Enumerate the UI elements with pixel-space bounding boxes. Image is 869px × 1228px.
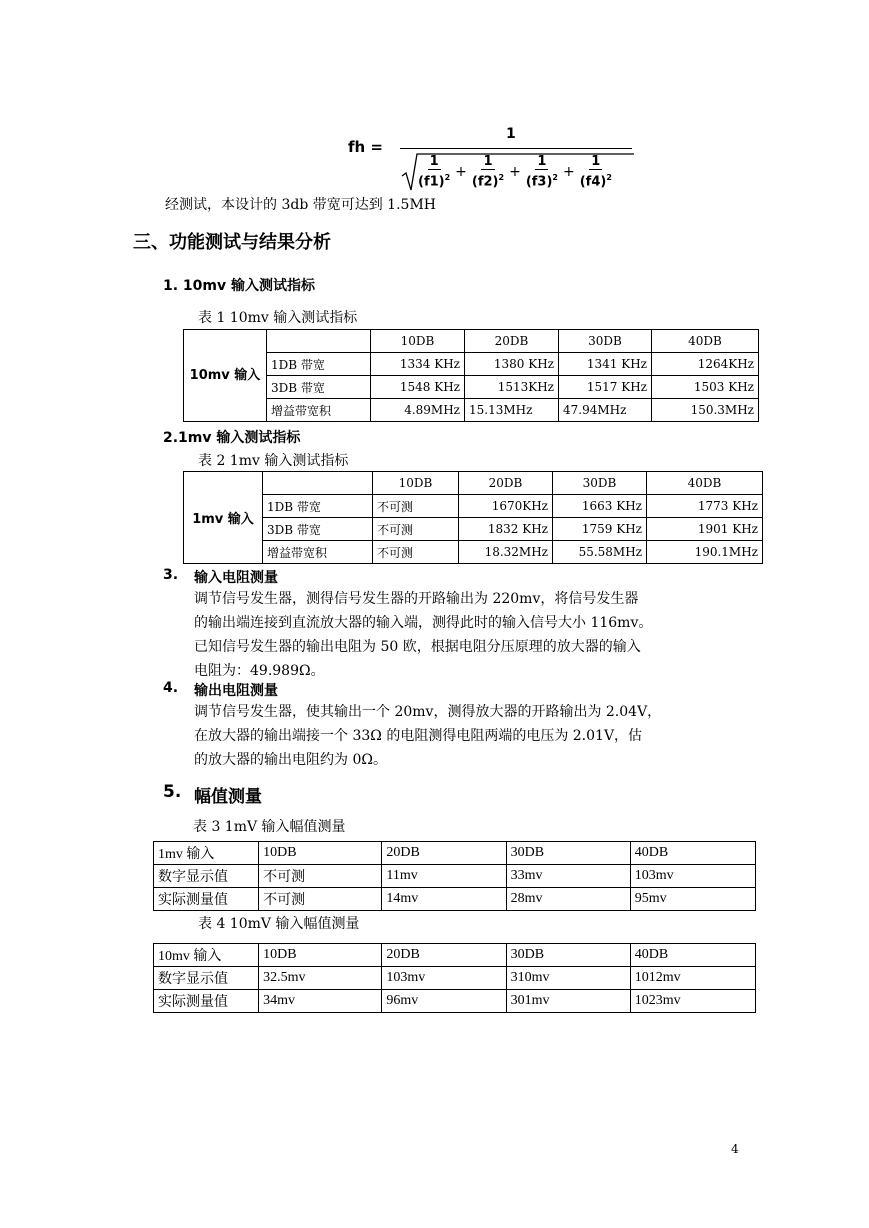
table-2-cell: 1773 KHz xyxy=(647,495,763,518)
table-2-row-header: 1mv 输入 xyxy=(184,472,263,564)
table-2-cell: 不可测 xyxy=(373,518,459,541)
table-2 xyxy=(183,471,763,564)
paragraph-line: 调节信号发生器，测得信号发生器的开路输出为 220mv，将信号发生器 xyxy=(194,591,639,607)
table-3-cell: 95mv xyxy=(630,888,755,911)
formula-fraction-bar xyxy=(400,148,632,149)
paragraph-line: 在放大器的输出端接一个 33Ω 的电阻测得电阻两端的电压为 2.01V，估 xyxy=(194,728,643,744)
paragraph-line: 电阻为：49.989Ω。 xyxy=(194,663,325,679)
table-1-row-header: 10mv 输入 xyxy=(184,330,267,422)
table-1-cell: 150.3MHz xyxy=(652,399,759,422)
table-4-cell: 10mv 输入 xyxy=(154,944,259,967)
formula-term-1: $\frac{1}{(f1)^2}$ xyxy=(418,154,451,190)
table-4-cell: 32.5mv xyxy=(259,967,382,990)
subsection-1-title: 1. 10mv 输入测试指标 xyxy=(163,278,316,294)
table-1 xyxy=(183,329,759,422)
table-3-cell: 不可测 xyxy=(259,888,382,911)
formula-radical: $\frac{1}{(f1)^2}$ + $\frac{1}{(f2)^2}$ + $\frac{1}{(f3)^2}$ + $\frac{1}{(f4)^2}$ xyxy=(400,152,634,192)
table-1-cell: 15.13MHz xyxy=(465,399,559,422)
table-3-cell: 40DB xyxy=(630,842,755,865)
table-2-cell: 1759 KHz xyxy=(553,518,647,541)
formula-lhs: fh = xyxy=(348,138,383,156)
table-1-caption: 表 1 10mv 输入测试指标 xyxy=(198,310,358,326)
table-2-row-label: 3DB 带宽 xyxy=(263,518,373,541)
table-2-cell: 190.1MHz xyxy=(647,541,763,564)
table-1-cell: 1341 KHz xyxy=(559,353,652,376)
table-2-col: 10DB xyxy=(373,472,459,495)
table-2-cell: 1901 KHz xyxy=(647,518,763,541)
table-2-cell: 不可测 xyxy=(373,495,459,518)
table-3-cell: 33mv xyxy=(506,865,630,888)
section-title: 三、功能测试与结果分析 xyxy=(133,232,331,253)
subsection-3-body xyxy=(194,587,754,683)
table-2-cell: 1670KHz xyxy=(459,495,553,518)
table-4-cell: 1023mv xyxy=(630,990,755,1013)
table-1-row-label: 1DB 带宽 xyxy=(267,353,371,376)
table-1-cell: 47.94MHz xyxy=(559,399,652,422)
subsection-3-title: 输入电阻测量 xyxy=(194,570,278,586)
subsection-3-number: 3. xyxy=(163,567,179,583)
table-4-cell: 310mv xyxy=(506,967,630,990)
table-1-cell: 1264KHz xyxy=(652,353,759,376)
table-3 xyxy=(153,841,756,911)
table-4-cell: 96mv xyxy=(382,990,506,1013)
bandwidth-formula xyxy=(348,126,648,196)
table-1-cell: 1517 KHz xyxy=(559,376,652,399)
table-1-cell: 1548 KHz xyxy=(371,376,465,399)
table-4-cell: 实际测量值 xyxy=(154,990,259,1013)
table-1-cell: 1513KHz xyxy=(465,376,559,399)
table-3-cell: 实际测量值 xyxy=(154,888,259,911)
paragraph-line: 已知信号发生器的输出电阻为 50 欧，根据电阻分压原理的放大器的输入 xyxy=(194,639,641,655)
table-1-col: 20DB xyxy=(465,330,559,353)
table-4-cell: 301mv xyxy=(506,990,630,1013)
table-3-cell: 不可测 xyxy=(259,865,382,888)
formula-term-2: $\frac{1}{(f2)^2}$ xyxy=(471,154,505,190)
table-3-cell: 11mv xyxy=(382,865,506,888)
table-2-caption: 表 2 1mv 输入测试指标 xyxy=(198,453,349,469)
table-3-cell: 20DB xyxy=(382,842,506,865)
table-3-cell: 30DB xyxy=(506,842,630,865)
table-2-col: 30DB xyxy=(553,472,647,495)
table-2-cell: 1832 KHz xyxy=(459,518,553,541)
formula-numerator: 1 xyxy=(506,126,516,142)
table-1-cell: 1380 KHz xyxy=(465,353,559,376)
table-4-cell: 20DB xyxy=(382,944,506,967)
table-1-cell: 4.89MHz xyxy=(371,399,465,422)
table-4-cell: 1012mv xyxy=(630,967,755,990)
table-4-caption: 表 4 10mV 输入幅值测量 xyxy=(198,916,360,932)
table-1-col: 10DB xyxy=(371,330,465,353)
table-2-cell: 不可测 xyxy=(373,541,459,564)
table-3-cell: 28mv xyxy=(506,888,630,911)
table-4-cell: 40DB xyxy=(630,944,755,967)
table-1-row-label: 3DB 带宽 xyxy=(267,376,371,399)
subsection-2-title: 2.1mv 输入测试指标 xyxy=(163,430,301,446)
table-4-cell: 34mv xyxy=(259,990,382,1013)
table-2-row-label: 增益带宽积 xyxy=(263,541,373,564)
table-2-col: 20DB xyxy=(459,472,553,495)
table-2-col: 40DB xyxy=(647,472,763,495)
table-1-col: 30DB xyxy=(559,330,652,353)
table-1-row-label: 增益带宽积 xyxy=(267,399,371,422)
table-4-cell: 10DB xyxy=(259,944,382,967)
table-2-row-label: 1DB 带宽 xyxy=(263,495,373,518)
table-2-cell: 55.58MHz xyxy=(553,541,647,564)
table-2-cell: 1663 KHz xyxy=(553,495,647,518)
subsection-5-title: 幅值测量 xyxy=(194,787,262,807)
table-4-cell: 103mv xyxy=(382,967,506,990)
table-3-cell: 103mv xyxy=(630,865,755,888)
formula-term-4: $\frac{1}{(f4)^2}$ xyxy=(579,154,612,190)
page-number: 4 xyxy=(731,1142,739,1156)
formula-term-3: $\frac{1}{(f3)^2}$ xyxy=(525,154,558,190)
intro-text: 经测试，本设计的 3db 带宽可达到 1.5MH xyxy=(165,197,436,213)
paragraph-line: 的输出端连接到直流放大器的输入端，测得此时的输入信号大小 116mv。 xyxy=(194,615,653,631)
table-1-cell: 1334 KHz xyxy=(371,353,465,376)
subsection-5-number: 5. xyxy=(163,782,182,802)
table-2-cell: 18.32MHz xyxy=(459,541,553,564)
paragraph-line: 的放大器的输出电阻约为 0Ω。 xyxy=(194,752,387,768)
paragraph-line: 调节信号发生器，使其输出一个 20mv，测得放大器的开路输出为 2.04V， xyxy=(194,704,662,720)
subsection-4-title: 输出电阻测量 xyxy=(194,683,278,699)
table-1-cell: 1503 KHz xyxy=(652,376,759,399)
table-3-caption: 表 3 1mV 输入幅值测量 xyxy=(193,819,346,835)
subsection-4-number: 4. xyxy=(163,680,179,696)
subsection-4-body xyxy=(194,700,754,772)
table-1-col: 40DB xyxy=(652,330,759,353)
table-3-cell: 10DB xyxy=(259,842,382,865)
table-3-cell: 1mv 输入 xyxy=(154,842,259,865)
table-3-cell: 数字显示值 xyxy=(154,865,259,888)
table-3-cell: 14mv xyxy=(382,888,506,911)
table-4-cell: 数字显示值 xyxy=(154,967,259,990)
table-4 xyxy=(153,943,756,1013)
table-4-cell: 30DB xyxy=(506,944,630,967)
